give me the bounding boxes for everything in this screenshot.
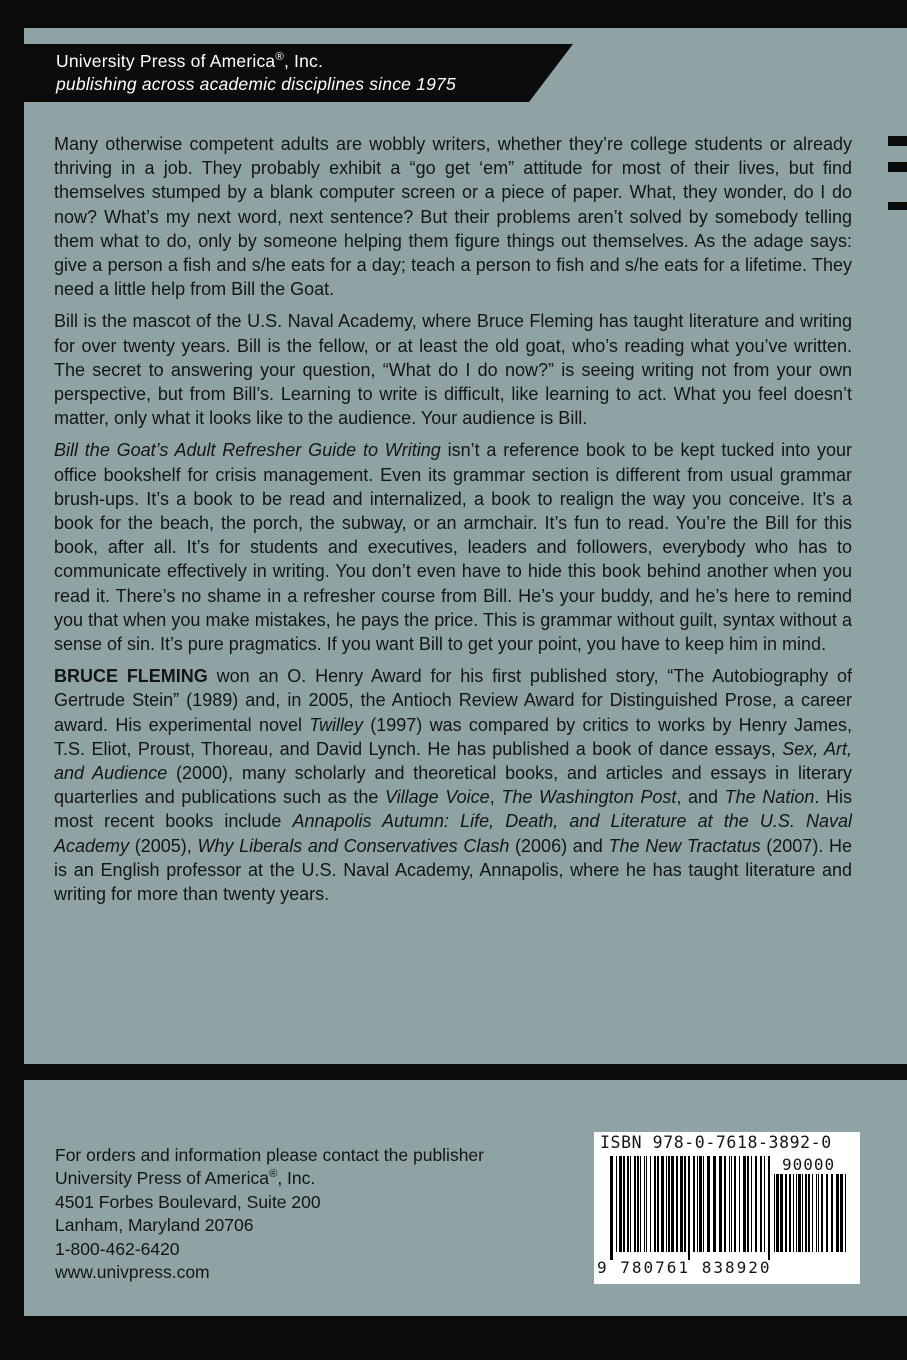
right-edge-strip: [884, 102, 907, 1064]
edge-notch: [888, 136, 907, 146]
bio-text: won an O. Henry Award for his first published story, “The Autobiography of Gertrude Stein” (1989) and, in 2005, the Antioch Review Award for Distinguished Prose, a career award. His experimental novel: [54, 666, 852, 735]
bio-title: Sex, Art, and Audience: [54, 738, 852, 784]
registered-mark: ®: [275, 51, 284, 64]
contact-website: www.univpress.com: [55, 1262, 210, 1283]
edge-notch: [888, 162, 907, 172]
publisher-suffix: , Inc.: [283, 51, 324, 71]
contact-address-line-2: Lanham, Maryland 20706: [55, 1215, 254, 1236]
bio-text: (2005),: [129, 835, 198, 856]
bio-title: Annapolis Autumn: Life, Death, and Literature at the U.S. Naval Academy: [54, 811, 852, 856]
middle-rule: [24, 1080, 907, 1096]
author-bio: [54, 664, 852, 906]
bio-text: (2000), many scholarly and theoretical books, and articles and essays in literary quarterlies and publications such as the: [54, 763, 852, 808]
isbn-label: ISBN 978-0-7618-3892-0: [600, 1133, 832, 1152]
contact-address-line-1: 4501 Forbes Boulevard, Suite 200: [55, 1191, 321, 1212]
publisher-name: University Press of America: [56, 51, 276, 71]
description-paragraph-3: [54, 438, 852, 656]
bio-title: The New Tractatus: [608, 835, 761, 856]
bio-text: (2006) and: [509, 835, 609, 856]
contact-publisher-suffix: , Inc.: [277, 1168, 316, 1189]
publisher-tagline: publishing across academic disciplines since 1975: [56, 74, 456, 94]
book-title: Bill the Goat’s Adult Refresher Guide to Writing: [54, 440, 441, 461]
bio-text: , and: [676, 787, 725, 808]
bio-title: The Nation: [724, 787, 815, 808]
bio-title: Why Liberals and Conservatives Clash: [197, 835, 510, 856]
registered-mark: ®: [268, 1168, 278, 1181]
contact-publisher-name: University Press of America: [55, 1168, 269, 1189]
contact-phone: 1-800-462-6420: [55, 1238, 180, 1259]
bio-title: Twilley: [309, 714, 363, 735]
bio-text: . His most recent books include: [54, 787, 852, 832]
paragraph-3-text: isn’t a reference book to be kept tucked into your office bookshelf for crisis management. Even its grammar section is different from usual grammar brush-ups. It’s a book to be read and internalized, a book to realign the way you conceive. It’s a book for the beach, the porch, the subway, or an armchair. It’s fun to read. You’re the Bill for this book, after all. It’s for students and executives, leaders and followers, everybody who has to communicate effectively in writing. You don’t even have to hide this book behind another when you read it. There’s no shame in a refresher course from Bill. He’s your buddy, and he’s here to remind you that when you make mistakes, he pays the price. This is grammar without guilt, syntax without a sense of sin. It’s pure pragmatics. If you want Bill to get your point, you have to keep him in mind.: [54, 440, 852, 655]
barcode-digits: 9 780761 838920: [597, 1258, 772, 1277]
publisher-header: [24, 44, 907, 102]
contact-publisher-line: [55, 1167, 484, 1190]
contact-intro: For orders and information please contact the publisher: [55, 1145, 484, 1165]
header-text: [56, 50, 456, 96]
top-rule: [24, 28, 907, 44]
description-paragraph-2: Bill is the mascot of the U.S. Naval Academy, where Bruce Fleming has taught literature and writing for over twenty years. Bill is the fellow, or at least the old goat, who’s reading what you’ve written. The secret to answering your question, “What do I do now?” is seeing writing not from your own perspective, but from Bill’s. Learning to write is difficult, like learning to act. What you feel doesn’t matter, only what it looks like to the audience. Your audience is Bill.: [54, 311, 852, 429]
footer-panel: [24, 1096, 907, 1316]
bio-title: The Washington Post: [501, 787, 677, 808]
description-paragraph-1: Many otherwise competent adults are wobbly writers, whether they’re college students or already thriving in a job. They probably exhibit a “go get ‘em” attitude for most of their lives, but find themselves stumped by a blank computer screen or a piece of paper. What, they wonder, do I do now? What’s my next word, next sentence? But their problems aren’t solved by somebody telling them what to do, only by someone helping them figure things out themselves. As the adage says: give a person a fish and s/he eats for a day; teach a person to fish and s/he eats for a lifetime. They need a little help from Bill the Goat.: [54, 134, 852, 300]
publisher-contact: [55, 1144, 484, 1284]
description-text: [54, 132, 852, 914]
barcode-price-code: 90000: [782, 1155, 836, 1174]
bio-text: (1997) was compared by critics to works by Henry James, T.S. Eliot, Proust, Thoreau, and David Lynch. He has published a book of dance essays,: [54, 714, 852, 759]
bio-title: Village Voice: [384, 787, 490, 808]
barcode-bars-icon: [610, 1156, 770, 1260]
author-name: BRUCE FLEMING: [54, 666, 208, 687]
barcode-addon-bars-icon: [774, 1174, 848, 1260]
description-panel: [24, 102, 884, 1064]
bio-text: ,: [489, 787, 502, 808]
isbn-barcode: [594, 1132, 860, 1284]
bio-text: (2007). He is an English professor at the U.S. Naval Academy, Annapolis, where he has taught literature and writing for more than twenty years.: [54, 835, 853, 905]
edge-notch: [888, 202, 907, 210]
publisher-name-line: [56, 50, 456, 73]
